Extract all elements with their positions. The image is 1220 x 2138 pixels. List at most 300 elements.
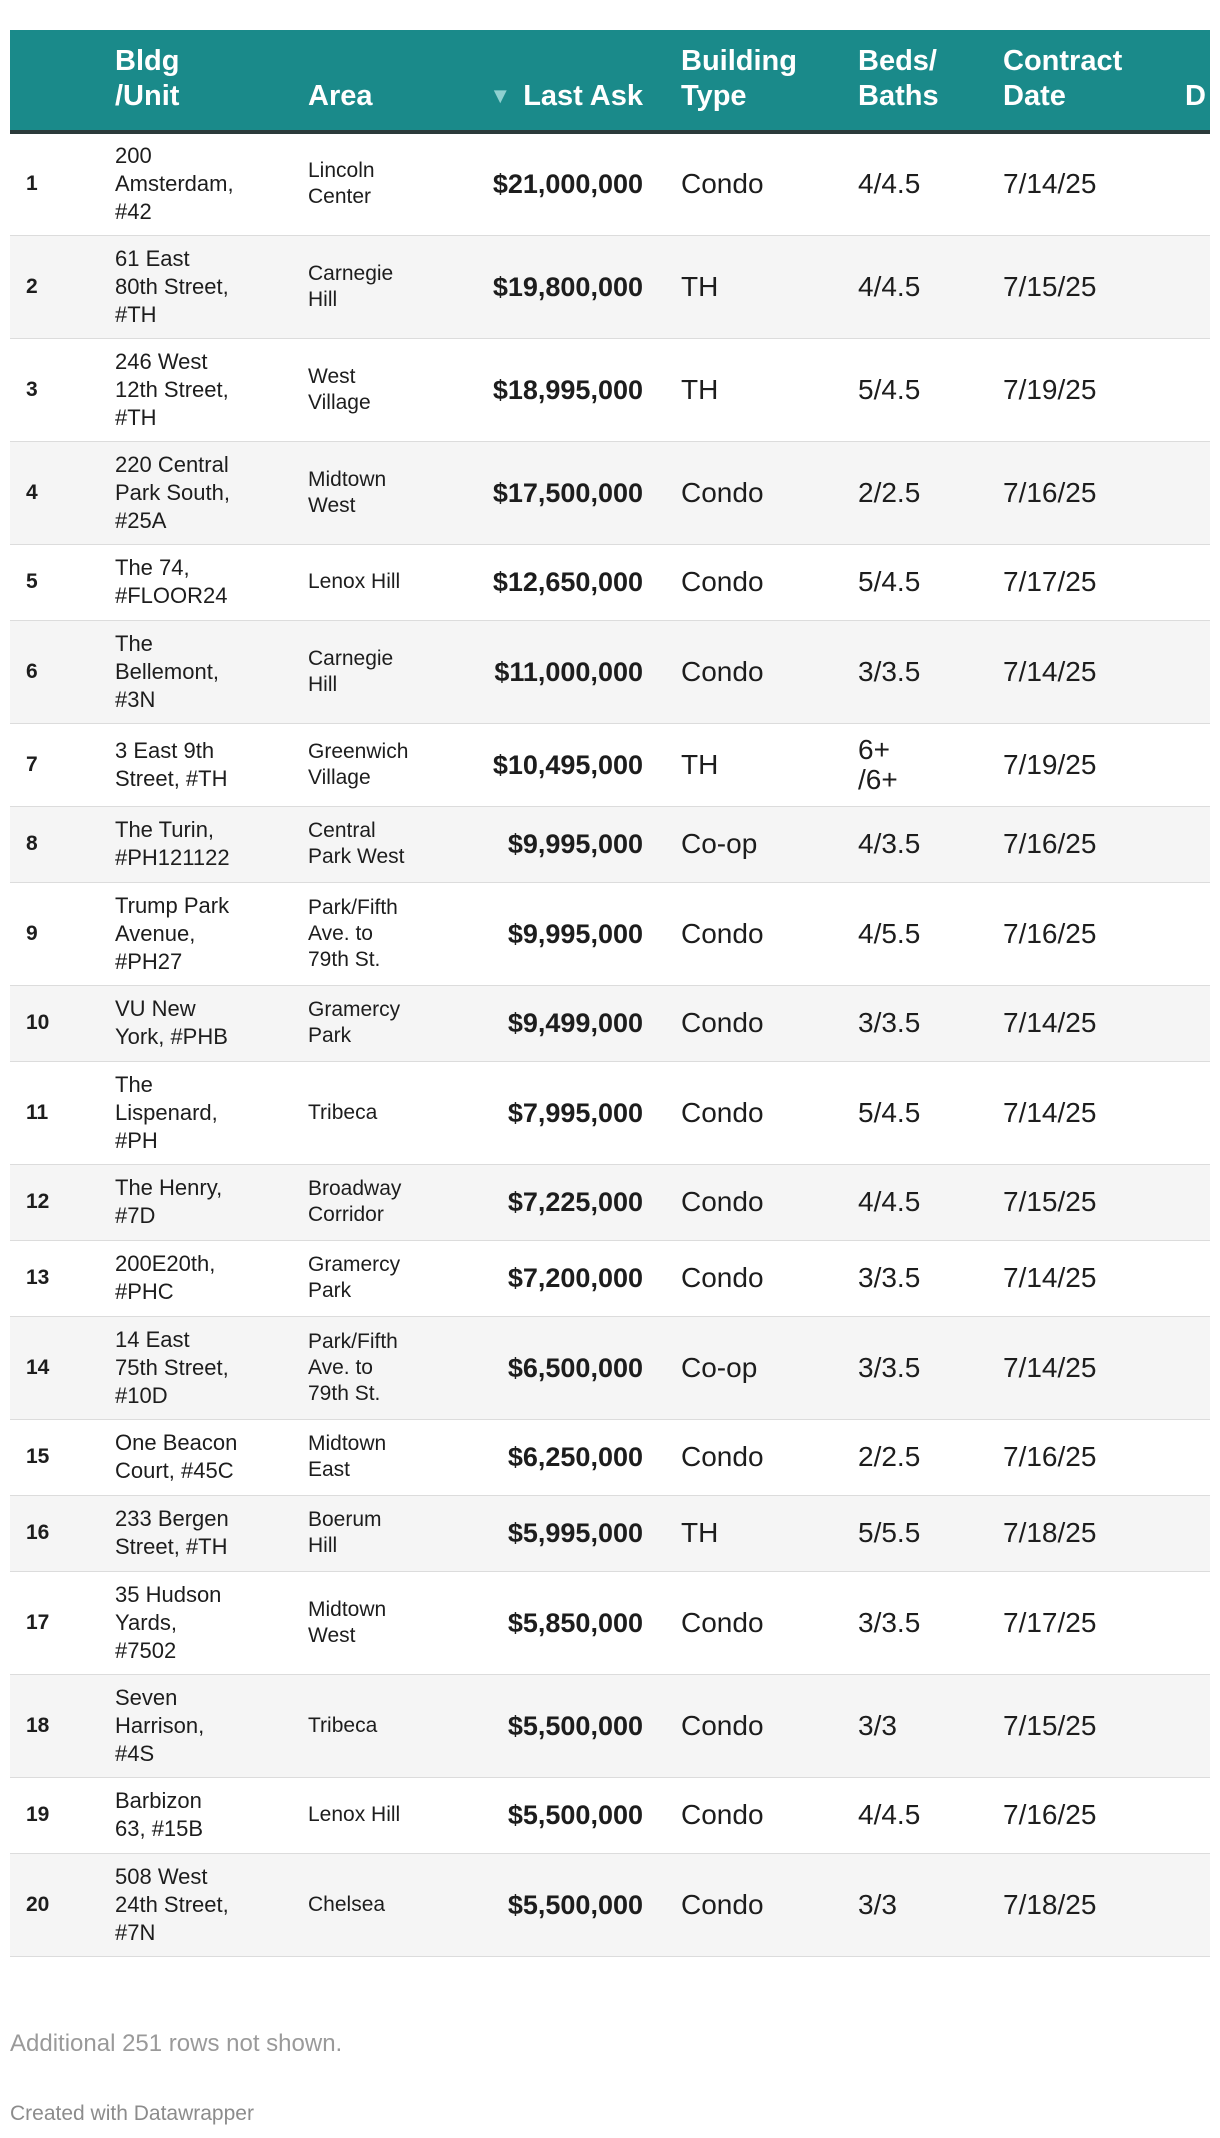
bldg-unit-cell — [115, 441, 308, 544]
rank-cell: 5 — [10, 544, 115, 620]
cell-text-line: 5/4.5 — [858, 1096, 921, 1128]
rows-not-shown-note: Additional 251 rows not shown. — [10, 2030, 343, 2057]
extra-cell — [1185, 235, 1210, 338]
cell-text-line: 220 Central — [115, 451, 229, 477]
extra-cell — [1185, 1240, 1210, 1316]
header-label: Contract — [1003, 45, 1123, 77]
bldg-unit-cell — [115, 1316, 308, 1419]
cell-text-line: Amsterdam, — [115, 171, 234, 197]
contract-date-cell: 7/15/25 — [1003, 235, 1185, 338]
contract-date-cell: 7/17/25 — [1003, 544, 1185, 620]
area-cell — [308, 1419, 448, 1495]
rank-cell: 18 — [10, 1674, 115, 1777]
cell-text-line: Carnegie — [308, 646, 394, 670]
extra-cell — [1185, 1316, 1210, 1419]
bldg-unit-cell — [115, 338, 308, 441]
bldg-unit-cell — [115, 1674, 308, 1777]
last-ask-cell: $10,495,000 — [448, 723, 681, 806]
header-area[interactable] — [308, 30, 448, 132]
last-ask-cell: $9,499,000 — [448, 985, 681, 1061]
cell-text-line: Park — [308, 1024, 352, 1047]
building-type-cell: Condo — [681, 1061, 858, 1164]
table-row — [10, 620, 1210, 723]
cell-text-line: 80th Street, — [115, 273, 229, 299]
header-label: D — [1185, 80, 1206, 112]
area-cell — [308, 338, 448, 441]
beds-baths-cell — [858, 338, 1003, 441]
contract-date-cell: 7/14/25 — [1003, 1316, 1185, 1419]
cell-text-line: #TH — [115, 404, 157, 430]
header-last-ask[interactable] — [448, 30, 681, 132]
beds-baths-cell — [858, 441, 1003, 544]
last-ask-cell: $5,500,000 — [448, 1674, 681, 1777]
cell-text-line: #FLOOR24 — [115, 583, 228, 608]
table-row — [10, 1419, 1210, 1495]
cell-text-line: Park West — [308, 845, 405, 868]
table-row — [10, 441, 1210, 544]
beds-baths-cell — [858, 235, 1003, 338]
area-cell — [308, 806, 448, 882]
bldg-unit-cell — [115, 1571, 308, 1674]
last-ask-cell: $18,995,000 — [448, 338, 681, 441]
extra-cell — [1185, 620, 1210, 723]
cell-text-line: Park South, — [115, 479, 230, 505]
last-ask-cell: $21,000,000 — [448, 132, 681, 235]
cell-text-line: Bellemont, — [115, 658, 219, 684]
cell-text-line: Midtown — [308, 1432, 387, 1455]
cell-text-line: 3/3 — [858, 1709, 897, 1741]
bldg-unit-cell — [115, 620, 308, 723]
extra-cell — [1185, 1853, 1210, 1956]
bldg-unit-cell — [115, 1495, 308, 1571]
beds-baths-cell — [858, 985, 1003, 1061]
cell-text-line: The — [115, 630, 153, 656]
cell-text-line: Village — [308, 765, 371, 789]
cell-text-line: #TH — [115, 301, 157, 327]
cell-text-line: 4/3.5 — [858, 828, 921, 859]
building-type-cell: Co-op — [681, 806, 858, 882]
cell-text-line: Tribeca — [308, 1100, 378, 1124]
building-type-cell: Condo — [681, 1853, 858, 1956]
table-row — [10, 723, 1210, 806]
area-cell — [308, 1240, 448, 1316]
cell-text-line: Park/Fifth — [308, 1329, 398, 1353]
table-row — [10, 1316, 1210, 1419]
area-cell — [308, 132, 448, 235]
contract-date-cell: 7/16/25 — [1003, 441, 1185, 544]
cell-text-line: 200E20th, — [115, 1251, 216, 1276]
cell-text-line: Center — [308, 185, 372, 209]
cell-text-line: /6+ — [858, 763, 898, 795]
beds-baths-cell — [858, 1164, 1003, 1240]
rank-cell: 13 — [10, 1240, 115, 1316]
cell-text-line: 3/3.5 — [858, 1351, 921, 1383]
area-cell — [308, 882, 448, 985]
last-ask-cell: $19,800,000 — [448, 235, 681, 338]
rank-cell: 2 — [10, 235, 115, 338]
extra-cell — [1185, 1419, 1210, 1495]
contract-date-cell: 7/15/25 — [1003, 1164, 1185, 1240]
extra-cell — [1185, 132, 1210, 235]
extra-cell — [1185, 1571, 1210, 1674]
area-cell — [308, 1853, 448, 1956]
cell-text-line: 3/3.5 — [858, 1606, 921, 1638]
cell-text-line: Village — [308, 390, 371, 414]
last-ask-cell: $6,500,000 — [448, 1316, 681, 1419]
table-row — [10, 1674, 1210, 1777]
header-label: Date — [1003, 80, 1066, 112]
rank-cell: 11 — [10, 1061, 115, 1164]
cell-text-line: 3 East 9th — [115, 737, 215, 763]
table-row — [10, 985, 1210, 1061]
area-cell — [308, 544, 448, 620]
building-type-cell: TH — [681, 723, 858, 806]
contract-date-cell: 7/16/25 — [1003, 806, 1185, 882]
cell-text-line: 79th St. — [308, 1381, 381, 1405]
building-type-cell: TH — [681, 338, 858, 441]
rank-cell: 6 — [10, 620, 115, 723]
building-type-cell: Condo — [681, 985, 858, 1061]
contract-date-cell: 7/19/25 — [1003, 723, 1185, 806]
cell-text-line: 4/5.5 — [858, 917, 921, 949]
cell-text-line: Tribeca — [308, 1713, 378, 1737]
beds-baths-cell — [858, 1316, 1003, 1419]
rank-cell: 7 — [10, 723, 115, 806]
rank-cell: 15 — [10, 1419, 115, 1495]
bldg-unit-cell — [115, 1240, 308, 1316]
datawrapper-credit: Created with Datawrapper — [10, 2102, 254, 2125]
header-label: /Unit — [115, 80, 180, 112]
beds-baths-cell — [858, 544, 1003, 620]
cell-text-line: 3/3.5 — [858, 1262, 921, 1293]
building-type-cell: TH — [681, 1495, 858, 1571]
cell-text-line: 508 West — [115, 1863, 208, 1889]
contract-date-cell: 7/14/25 — [1003, 1061, 1185, 1164]
beds-baths-cell — [858, 1853, 1003, 1956]
header-rank[interactable] — [10, 30, 115, 132]
cell-text-line: Gramercy — [308, 1253, 401, 1276]
contract-date-cell: 7/17/25 — [1003, 1571, 1185, 1674]
cell-text-line: #10D — [115, 1382, 168, 1408]
cell-text-line: #4S — [115, 1740, 155, 1766]
cell-text-line: Lenox Hill — [308, 1803, 401, 1826]
cell-text-line: 246 West — [115, 348, 208, 374]
extra-cell — [1185, 882, 1210, 985]
beds-baths-cell — [858, 1777, 1003, 1853]
cell-text-line: Corridor — [308, 1203, 384, 1226]
last-ask-cell: $9,995,000 — [448, 806, 681, 882]
contract-date-cell: 7/14/25 — [1003, 132, 1185, 235]
bldg-unit-cell — [115, 985, 308, 1061]
cell-text-line: #7D — [115, 1203, 156, 1228]
header-label: Last Ask — [523, 80, 643, 112]
contract-date-cell: 7/16/25 — [1003, 882, 1185, 985]
area-cell — [308, 1164, 448, 1240]
building-type-cell: Co-op — [681, 1316, 858, 1419]
header-label: Building — [681, 45, 797, 77]
cell-text-line: Broadway — [308, 1177, 402, 1200]
header-label: Beds/ — [858, 45, 937, 77]
building-type-cell: Condo — [681, 441, 858, 544]
cell-text-line: Park/Fifth — [308, 895, 398, 919]
bldg-unit-cell — [115, 1061, 308, 1164]
cell-text-line: #25A — [115, 507, 167, 533]
cell-text-line: Ave. to — [308, 1355, 373, 1379]
building-type-cell: TH — [681, 235, 858, 338]
cell-text-line: 4/4.5 — [858, 168, 921, 200]
cell-text-line: Midtown — [308, 1597, 387, 1621]
building-type-cell: Condo — [681, 1164, 858, 1240]
cell-text-line: East — [308, 1458, 351, 1481]
last-ask-cell: $5,500,000 — [448, 1777, 681, 1853]
cell-text-line: West — [308, 364, 356, 388]
last-ask-cell: $5,850,000 — [448, 1571, 681, 1674]
contract-date-cell: 7/14/25 — [1003, 1240, 1185, 1316]
last-ask-cell: $12,650,000 — [448, 544, 681, 620]
cell-text-line: 5/4.5 — [858, 373, 921, 405]
building-type-cell: Condo — [681, 620, 858, 723]
bldg-unit-cell — [115, 132, 308, 235]
last-ask-cell: $5,995,000 — [448, 1495, 681, 1571]
beds-baths-cell — [858, 1419, 1003, 1495]
bldg-unit-cell — [115, 1164, 308, 1240]
rank-cell: 1 — [10, 132, 115, 235]
cell-text-line: 35 Hudson — [115, 1581, 222, 1607]
rank-cell: 12 — [10, 1164, 115, 1240]
beds-baths-cell — [858, 1240, 1003, 1316]
table-row — [10, 1777, 1210, 1853]
bldg-unit-cell — [115, 1853, 308, 1956]
rank-cell: 16 — [10, 1495, 115, 1571]
rank-cell: 14 — [10, 1316, 115, 1419]
area-cell — [308, 1571, 448, 1674]
cell-text-line: #42 — [115, 199, 152, 225]
cell-text-line: West — [308, 1623, 356, 1647]
beds-baths-cell — [858, 882, 1003, 985]
cell-text-line: York, #PHB — [115, 1024, 228, 1049]
table-row — [10, 235, 1210, 338]
cell-text-line: The Turin, — [115, 817, 215, 842]
beds-baths-cell — [858, 1061, 1003, 1164]
cell-text-line: Boerum — [308, 1508, 382, 1531]
building-type-cell: Condo — [681, 132, 858, 235]
cell-text-line: Lenox Hill — [308, 570, 401, 593]
building-type-cell: Condo — [681, 1674, 858, 1777]
last-ask-cell: $6,250,000 — [448, 1419, 681, 1495]
cell-text-line: Court, #45C — [115, 1458, 234, 1483]
contract-date-cell: 7/18/25 — [1003, 1853, 1185, 1956]
cell-text-line: 75th Street, — [115, 1354, 229, 1380]
beds-baths-cell — [858, 620, 1003, 723]
cell-text-line: 4/4.5 — [858, 1799, 921, 1830]
area-cell — [308, 1495, 448, 1571]
listings-table — [10, 30, 1210, 1957]
cell-text-line: Park — [308, 1279, 352, 1302]
cell-text-line: #3N — [115, 686, 156, 712]
cell-text-line: 24th Street, — [115, 1891, 229, 1917]
bldg-unit-cell — [115, 723, 308, 806]
header-label: Area — [308, 80, 373, 112]
table-row — [10, 1061, 1210, 1164]
bldg-unit-cell — [115, 1419, 308, 1495]
cell-text-line: Lispenard, — [115, 1099, 218, 1125]
cell-text-line: Greenwich — [308, 739, 409, 763]
extra-cell — [1185, 441, 1210, 544]
cell-text-line: 61 East — [115, 245, 190, 271]
contract-date-cell: 7/15/25 — [1003, 1674, 1185, 1777]
cell-text-line: Seven — [115, 1684, 178, 1710]
last-ask-cell: $11,000,000 — [448, 620, 681, 723]
cell-text-line: One Beacon — [115, 1430, 238, 1455]
table-row — [10, 1240, 1210, 1316]
extra-cell — [1185, 1495, 1210, 1571]
cell-text-line: 233 Bergen — [115, 1506, 229, 1531]
beds-baths-cell — [858, 723, 1003, 806]
table-body — [10, 132, 1210, 1956]
cell-text-line: Street, #TH — [115, 1534, 228, 1559]
last-ask-cell: $9,995,000 — [448, 882, 681, 985]
extra-cell — [1185, 1674, 1210, 1777]
header-beds-baths[interactable] — [858, 30, 1003, 132]
last-ask-cell: $17,500,000 — [448, 441, 681, 544]
cell-text-line: Hill — [308, 1534, 338, 1557]
contract-date-cell: 7/14/25 — [1003, 985, 1185, 1061]
cell-text-line: 2/2.5 — [858, 1441, 921, 1472]
cell-text-line: Carnegie — [308, 261, 394, 285]
area-cell — [308, 985, 448, 1061]
cell-text-line: Harrison, — [115, 1712, 205, 1738]
header-extra-column[interactable] — [1185, 30, 1210, 132]
cell-text-line: #7502 — [115, 1637, 177, 1663]
area-cell — [308, 723, 448, 806]
cell-text-line: 200 — [115, 143, 152, 169]
rank-cell: 4 — [10, 441, 115, 544]
table-row — [10, 544, 1210, 620]
area-cell — [308, 235, 448, 338]
beds-baths-cell — [858, 132, 1003, 235]
rank-cell: 17 — [10, 1571, 115, 1674]
cell-text-line: Avenue, — [115, 920, 196, 946]
cell-text-line: 4/4.5 — [858, 270, 921, 302]
table-row — [10, 882, 1210, 985]
rank-cell: 9 — [10, 882, 115, 985]
cell-text-line: The Henry, — [115, 1175, 223, 1200]
beds-baths-cell — [858, 806, 1003, 882]
extra-cell — [1185, 985, 1210, 1061]
cell-text-line: West — [308, 493, 356, 517]
last-ask-cell: $7,200,000 — [448, 1240, 681, 1316]
bldg-unit-cell — [115, 235, 308, 338]
contract-date-cell: 7/16/25 — [1003, 1777, 1185, 1853]
cell-text-line: 14 East — [115, 1326, 190, 1352]
cell-text-line: VU New — [115, 996, 196, 1021]
cell-text-line: 12th Street, — [115, 376, 229, 402]
cell-text-line: Hill — [308, 287, 338, 311]
bldg-unit-cell — [115, 1777, 308, 1853]
cell-text-line: 3/3.5 — [858, 1007, 921, 1038]
contract-date-cell: 7/19/25 — [1003, 338, 1185, 441]
header-building-type[interactable] — [681, 30, 858, 132]
cell-text-line: Yards, — [115, 1609, 177, 1635]
sort-descending-icon: ▼ — [489, 83, 512, 108]
table-row — [10, 1571, 1210, 1674]
header-label: Type — [681, 80, 747, 112]
cell-text-line: 63, #15B — [115, 1816, 204, 1841]
contract-date-cell: 7/14/25 — [1003, 620, 1185, 723]
header-contract-date[interactable] — [1003, 30, 1185, 132]
table-row — [10, 1164, 1210, 1240]
extra-cell — [1185, 1164, 1210, 1240]
building-type-cell: Condo — [681, 1419, 858, 1495]
cell-text-line: Barbizon — [115, 1788, 202, 1813]
last-ask-cell: $7,995,000 — [448, 1061, 681, 1164]
cell-text-line: 5/5.5 — [858, 1517, 921, 1548]
cell-text-line: 79th St. — [308, 947, 381, 971]
cell-text-line: 4/4.5 — [858, 1186, 921, 1217]
extra-cell — [1185, 806, 1210, 882]
rank-cell: 20 — [10, 1853, 115, 1956]
cell-text-line: Gramercy — [308, 998, 401, 1021]
header-label: Baths — [858, 80, 939, 112]
building-type-cell: Condo — [681, 544, 858, 620]
table-row — [10, 338, 1210, 441]
table-row — [10, 1853, 1210, 1956]
header-label: Bldg — [115, 45, 180, 77]
building-type-cell: Condo — [681, 1240, 858, 1316]
rank-cell: 8 — [10, 806, 115, 882]
bldg-unit-cell — [115, 544, 308, 620]
cell-text-line: Lincoln — [308, 159, 375, 183]
cell-text-line: Ave. to — [308, 921, 373, 945]
table-row — [10, 1495, 1210, 1571]
rank-cell: 10 — [10, 985, 115, 1061]
area-cell — [308, 1061, 448, 1164]
cell-text-line: Hill — [308, 672, 338, 696]
listings-table-container — [10, 30, 1210, 1957]
cell-text-line: #PH — [115, 1127, 158, 1153]
table-header-row — [10, 30, 1210, 132]
building-type-cell: Condo — [681, 882, 858, 985]
table-row — [10, 132, 1210, 235]
last-ask-cell: $7,225,000 — [448, 1164, 681, 1240]
rank-cell: 3 — [10, 338, 115, 441]
building-type-cell: Condo — [681, 1777, 858, 1853]
extra-cell — [1185, 544, 1210, 620]
cell-text-line: 3/3 — [858, 1888, 897, 1920]
area-cell — [308, 1316, 448, 1419]
cell-text-line: Trump Park — [115, 892, 230, 918]
cell-text-line: 3/3.5 — [858, 655, 921, 687]
beds-baths-cell — [858, 1674, 1003, 1777]
rank-cell: 19 — [10, 1777, 115, 1853]
table-row — [10, 806, 1210, 882]
extra-cell — [1185, 338, 1210, 441]
extra-cell — [1185, 1777, 1210, 1853]
cell-text-line: 6+ — [858, 733, 890, 765]
area-cell — [308, 1674, 448, 1777]
cell-text-line: 5/4.5 — [858, 566, 921, 597]
cell-text-line: 2/2.5 — [858, 476, 921, 508]
contract-date-cell: 7/16/25 — [1003, 1419, 1185, 1495]
header-bldg-unit[interactable] — [115, 30, 308, 132]
cell-text-line: Midtown — [308, 467, 387, 491]
bldg-unit-cell — [115, 806, 308, 882]
building-type-cell: Condo — [681, 1571, 858, 1674]
cell-text-line: Chelsea — [308, 1892, 386, 1916]
cell-text-line: Central — [308, 819, 376, 842]
area-cell — [308, 620, 448, 723]
extra-cell — [1185, 723, 1210, 806]
